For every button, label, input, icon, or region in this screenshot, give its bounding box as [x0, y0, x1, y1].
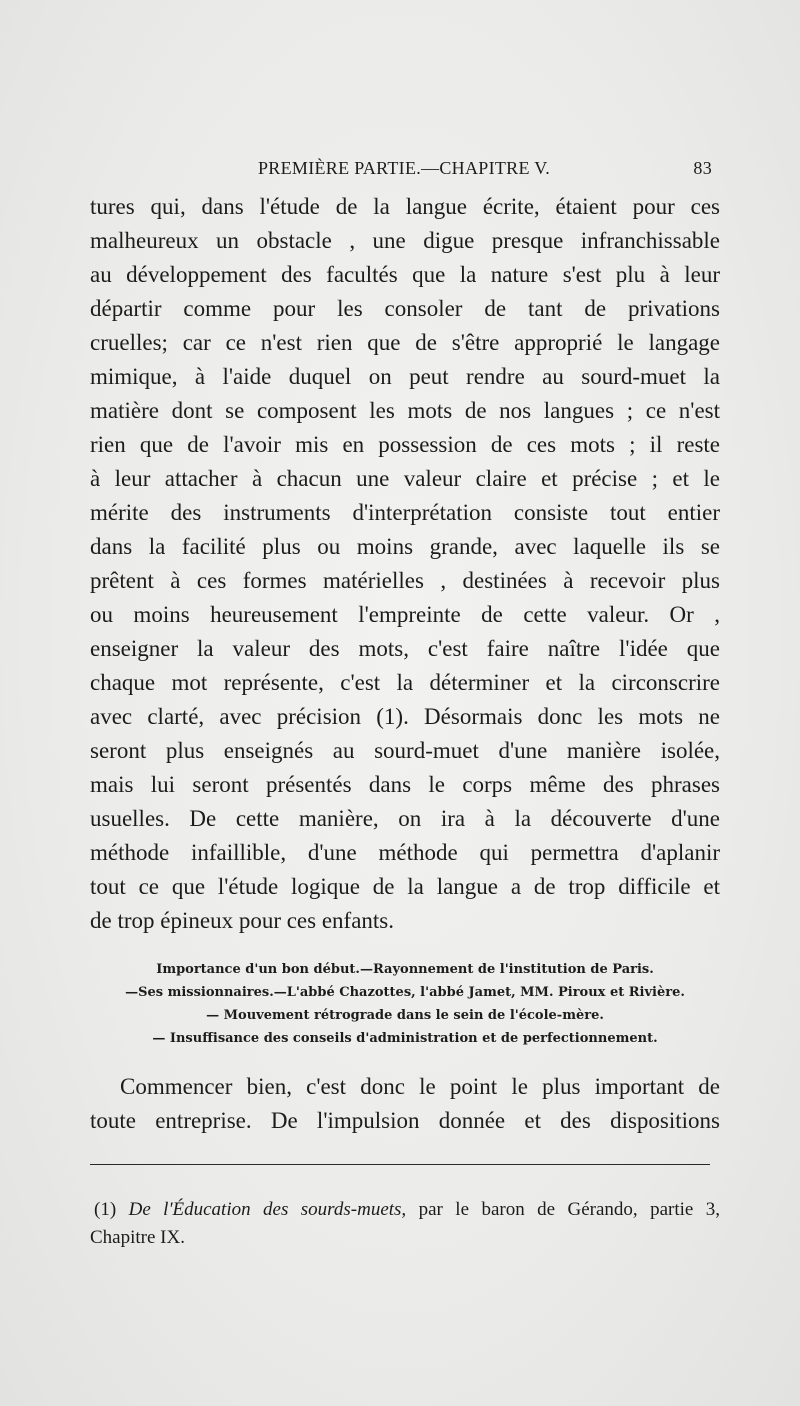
text-line: rien que de l'avoir mis en possession de ces mots ; il reste — [90, 432, 720, 457]
text-line: départir comme pour les consoler de tant de privations — [90, 296, 720, 321]
text-line: tout ce que l'étude logique de la langue a de trop difficile et — [90, 874, 720, 899]
text-line: mérite des instruments d'interprétation consiste tout entier — [90, 500, 720, 525]
text-line: seront plus enseignés au sourd-muet d'une manière isolée, — [90, 738, 720, 763]
text-line: tures qui, dans l'étude de la langue écrite, étaient pour ces — [90, 194, 720, 219]
summary-line: — Insuffisance des conseils d'administration et de perfectionnement. — [152, 1031, 658, 1046]
text-line: usuelles. De cette manière, on ira à la découverte d'une — [90, 806, 720, 831]
text-line: enseigner la valeur des mots, c'est faire naître l'idée que — [90, 636, 720, 661]
text-line: cruelles; car ce n'est rien que de s'être approprié le langage — [90, 330, 720, 355]
running-head — [90, 158, 712, 186]
text-line: toute entreprise. De l'impulsion donnée et des dispositions — [90, 1108, 720, 1133]
text-line: Commencer bien, c'est donc le point le plus important de — [120, 1074, 720, 1099]
footnote-marker: (1) — [94, 1199, 117, 1220]
footnote-line — [90, 1196, 720, 1224]
text-line: mimique, à l'aide duquel on peut rendre au sourd-muet la — [90, 364, 720, 389]
text-line: chaque mot représente, c'est la déterminer et la circonscrire — [90, 670, 720, 695]
footnote-book-title: De l'Éducation des sourds-muets, — [128, 1199, 407, 1220]
text-line: prêtent à ces formes matérielles , destinées à recevoir plus — [90, 568, 720, 593]
summary-line: Importance d'un bon début.—Rayonnement de l'institution de Paris. — [156, 962, 654, 977]
summary-line: — Mouvement rétrograde dans le sein de l'école-mère. — [206, 1008, 604, 1023]
chapter-heading: PREMIÈRE PARTIE.—CHAPITRE V. — [258, 158, 551, 178]
section-summary — [90, 958, 720, 1050]
text-line: au développement des facultés que la nature s'est plu à leur — [90, 262, 720, 287]
text-line: à leur attacher à chacun une valeur claire et précise ; et le — [90, 466, 720, 491]
main-paragraph — [90, 190, 720, 938]
footnote — [90, 1196, 720, 1252]
text-line: malheureux un obstacle , une digue presque infranchissable — [90, 228, 720, 253]
page-number: 83 — [693, 158, 712, 178]
text-line: mais lui seront présentés dans le corps même des phrases — [90, 772, 720, 797]
text-line: méthode infaillible, d'une méthode qui permettra d'aplanir — [90, 840, 720, 865]
footnote-citation: par le baron de Gérando, partie 3, — [418, 1199, 721, 1220]
text-line: avec clarté, avec précision (1). Désormais donc les mots ne — [90, 704, 720, 729]
footnote-line: Chapitre IX. — [90, 1227, 185, 1248]
text-line: dans la facilité plus ou moins grande, avec laquelle ils se — [90, 534, 720, 559]
text-line: matière dont se composent les mots de nos langues ; ce n'est — [90, 398, 720, 423]
text-line: de trop épineux pour ces enfants. — [90, 908, 395, 933]
second-paragraph — [90, 1070, 720, 1138]
text-line: ou moins heureusement l'empreinte de cette valeur. Or , — [90, 602, 720, 627]
summary-line: —Ses missionnaires.—L'abbé Chazottes, l'abbé Jamet, MM. Piroux et Rivière. — [125, 985, 685, 1000]
footnote-rule — [90, 1164, 710, 1165]
